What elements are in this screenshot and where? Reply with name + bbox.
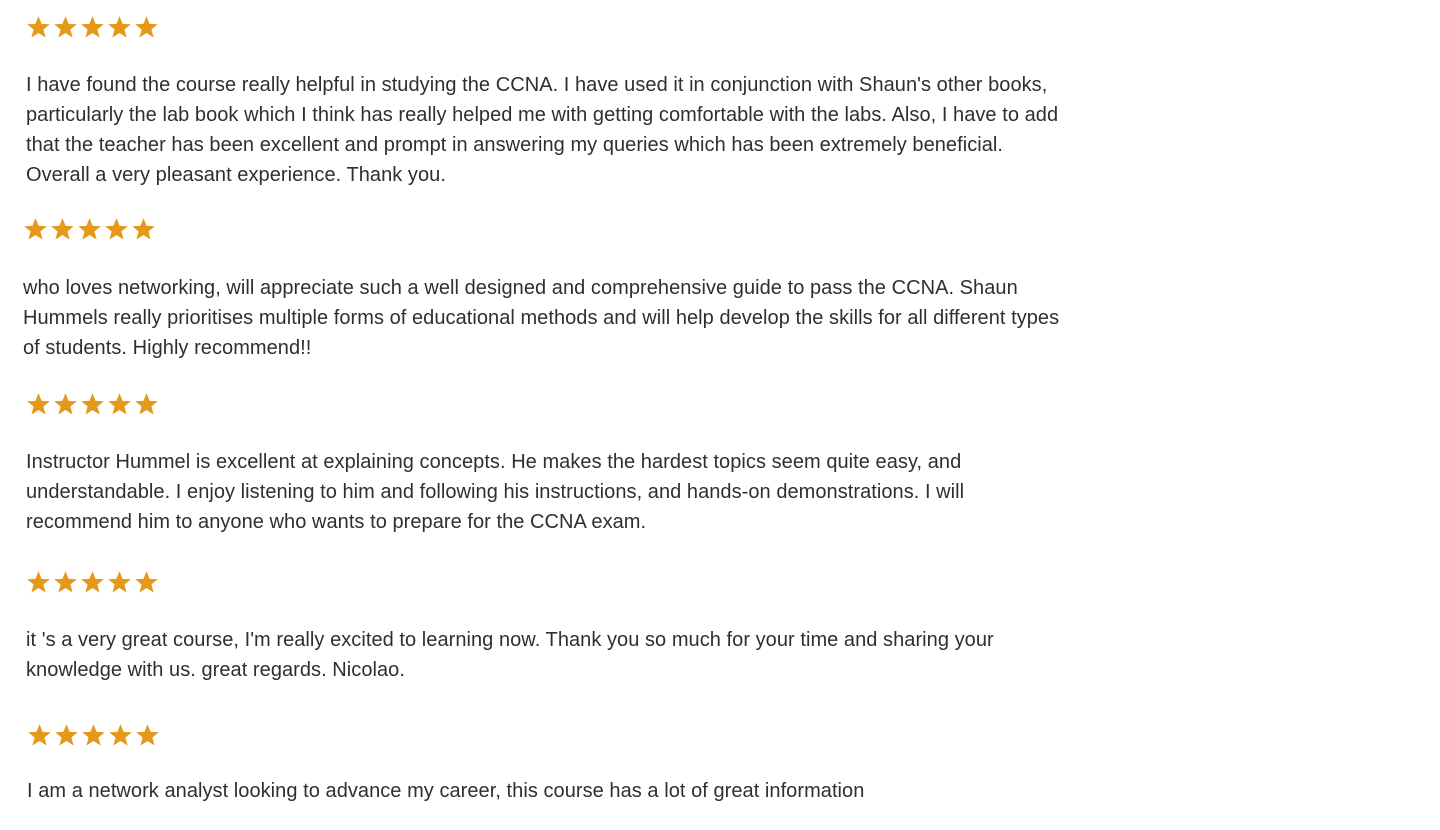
review-card [27, 722, 1067, 806]
star-icon [53, 15, 78, 40]
star-icon [50, 217, 75, 242]
star-icon [23, 217, 48, 242]
star-icon [134, 15, 159, 40]
star-icon [104, 217, 129, 242]
star-icon [77, 217, 102, 242]
star-icon [26, 392, 51, 417]
star-rating [26, 569, 1066, 595]
star-icon [107, 570, 132, 595]
star-icon [107, 15, 132, 40]
star-rating [23, 216, 1063, 242]
star-rating [26, 391, 1066, 417]
star-rating [27, 722, 1067, 748]
review-card [26, 14, 1066, 190]
review-card [26, 569, 1066, 685]
review-text: I have found the course really helpful in studying the CCNA. I have used it in conjunction with Shaun's other books, particularly the lab book which I think has really helped me with getting comfortable with the labs. Also, I have to add that the teacher has been excellent and prompt in answering my queries which has been extremely beneficial. Overall a very pleasant experience. Thank you. [26, 74, 1059, 186]
star-icon [131, 217, 156, 242]
review-text: I am a network analyst looking to advance my career, this course has a lot of great information [27, 780, 865, 802]
review-text: Instructor Hummel is excellent at explaining concepts. He makes the hardest topics seem quite easy, and understandable. I enjoy listening to him and following his instructions, and hands-on demonstrations. I will recommend him to anyone who wants to prepare for the CCNA exam. [26, 451, 965, 533]
review-text: it 's a very great course, I'm really excited to learning now. Thank you so much for your time and sharing your knowledge with us. great regards. Nicolao. [26, 629, 994, 681]
star-icon [134, 570, 159, 595]
review-text: who loves networking, will appreciate such a well designed and comprehensive guide to pass the CCNA. Shaun Hummels really prioritises multiple forms of educational methods and will help develop the skills for all different types of students. Highly recommend!! [23, 277, 1060, 359]
star-icon [81, 723, 106, 748]
star-icon [108, 723, 133, 748]
star-icon [53, 392, 78, 417]
star-icon [134, 392, 159, 417]
star-icon [26, 570, 51, 595]
review-card [26, 391, 1066, 537]
star-icon [54, 723, 79, 748]
star-icon [135, 723, 160, 748]
star-icon [53, 570, 78, 595]
star-icon [107, 392, 132, 417]
star-icon [26, 15, 51, 40]
review-card [23, 216, 1063, 363]
star-icon [80, 392, 105, 417]
star-icon [80, 570, 105, 595]
star-icon [27, 723, 52, 748]
star-rating [26, 14, 1066, 40]
star-icon [80, 15, 105, 40]
